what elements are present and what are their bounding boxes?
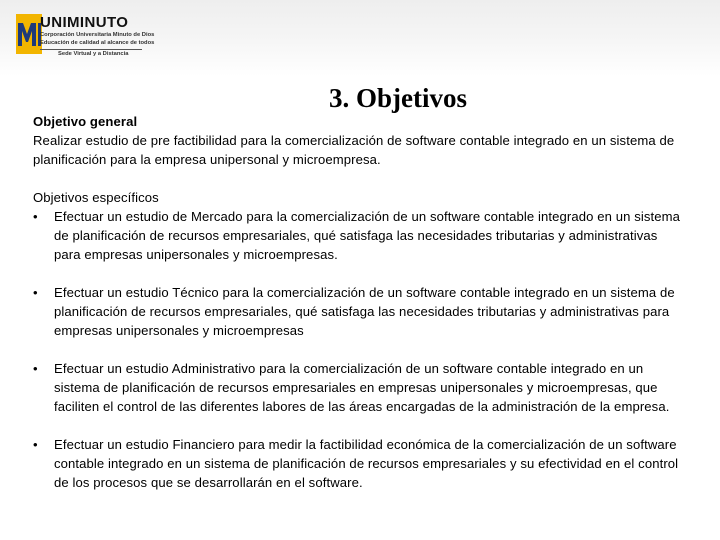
list-item [33, 207, 683, 264]
bullet-icon: • [33, 361, 38, 376]
specific-objectives-heading: Objetivos específicos [33, 190, 159, 205]
list-item [33, 283, 683, 340]
logo-divider [40, 49, 142, 50]
logo-institution-line: Corporación Universitaria Minuto de Dios [40, 32, 155, 38]
general-objective-text: Realizar estudio de pre factibilidad para la comercialización de software contable integrado en un sistema de planificación para la empresa unipersonal y microempresa. [33, 133, 675, 167]
list-item-text: Efectuar un estudio Financiero para medir la factibilidad económica de la comercialización de un software contable integrado en un sistema de planificación de recursos empresariales y su efectividad en el control de los procesos que se desarrollarán en el software. [54, 437, 679, 490]
specific-objectives-list [33, 207, 683, 492]
logo-header [0, 0, 720, 76]
list-item-text: Efectuar un estudio Técnico para la comercialización de un software contable integrado en un sistema de planificación de recursos empresariales, qué satisfaga las necesidades tributarias y administrativas para empresas unipersonales y microempresas [54, 285, 675, 338]
general-objective-heading: Objetivo general [33, 114, 138, 129]
uniminuto-logo-icon [16, 14, 42, 54]
slide-body [33, 112, 683, 492]
bullet-icon: • [33, 285, 38, 300]
logo-wordmark: UNIMINUTO [40, 14, 129, 31]
bullet-icon: • [33, 437, 38, 452]
logo-slogan-line: Educación de calidad al alcance de todos [40, 40, 155, 46]
slide-title: 3. Objetivos [329, 83, 467, 113]
list-item [33, 359, 683, 416]
list-item-text: Efectuar un estudio de Mercado para la comercialización de un software contable integrado en un sistema de planificación de recursos empresariales, qué satisfaga las necesidades tributarias y administrativas para empresas unipersonales y microempresas. [54, 209, 681, 262]
logo-tagline: Sede Virtual y a Distancia [58, 51, 129, 57]
bullet-icon: • [33, 209, 38, 224]
list-item-text: Efectuar un estudio Administrativo para la comercialización de un software contable integrado en un sistema de planificación de recursos empresariales en empresas unipersonales y microempresas, que faciliten el control de las diferentes labores de las áreas encargadas de la administración de la empresa. [54, 361, 670, 414]
list-item [33, 435, 683, 492]
spacer [33, 169, 683, 188]
